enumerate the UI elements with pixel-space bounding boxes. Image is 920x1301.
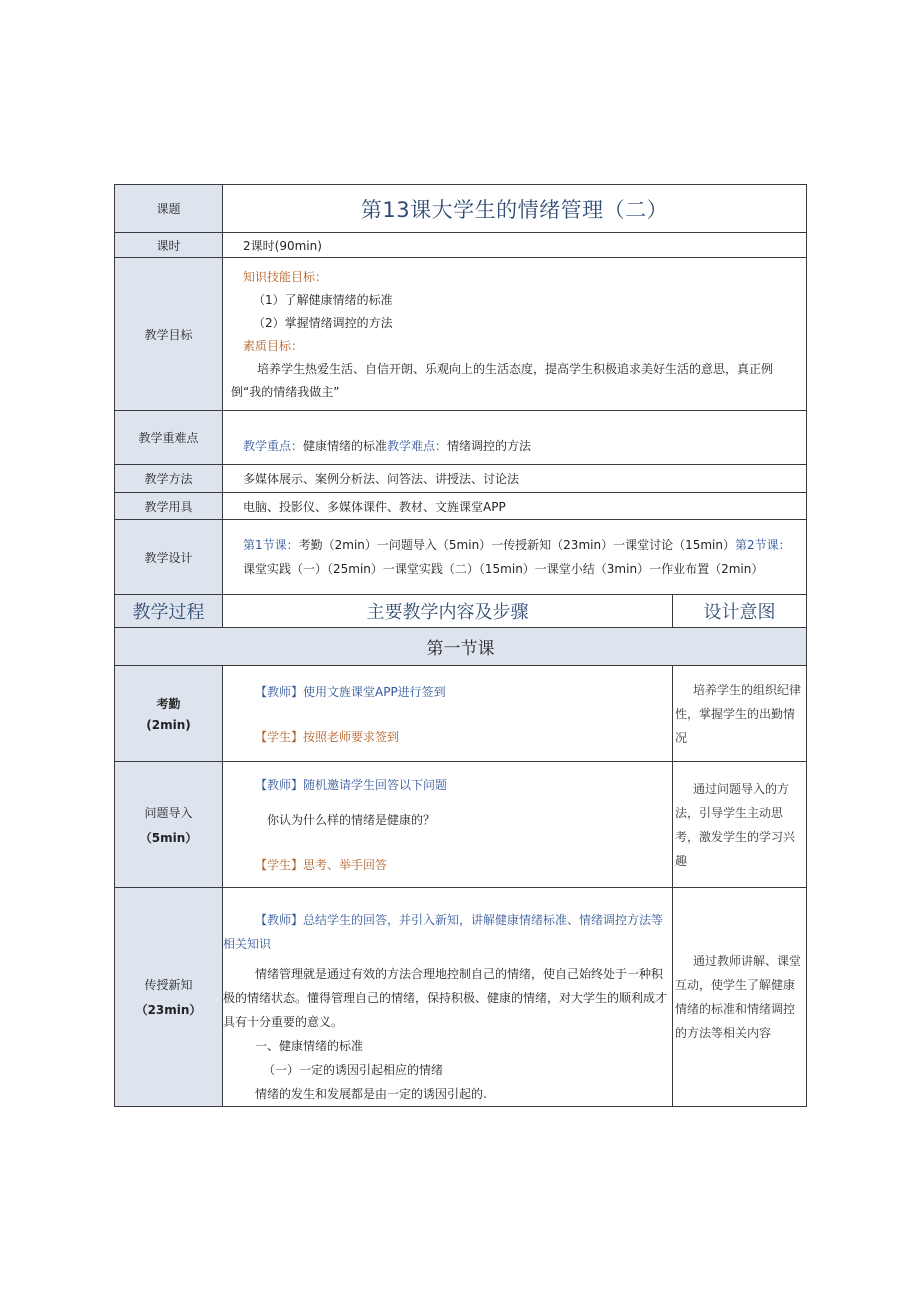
quality-heading: 素质目标： <box>243 339 304 353</box>
step-intent-teaching: 通过教师讲解、课堂互动，使学生了解健康情绪的标准和情绪调控的方法等相关内容 <box>673 888 807 1107</box>
focus-label: 教学重点： <box>243 439 304 453</box>
content-heading: 一、健康情绪的标准 <box>255 1039 364 1053</box>
methods-value: 多媒体展示、案例分析法、问答法、讲授法、讨论法 <box>223 465 807 493</box>
keypoints-row <box>115 411 807 465</box>
design-content <box>223 520 807 595</box>
process-header-row <box>115 595 807 628</box>
goals-label: 教学目标 <box>115 258 223 411</box>
keypoints-content <box>223 411 807 465</box>
lesson-plan-sheet <box>114 184 806 1107</box>
content-last-line: 情绪的发生和发展都是由一定的诱因引起的. <box>255 1087 487 1101</box>
step-name: 传授新知 <box>144 978 193 992</box>
knowledge-item-2: （2）掌握情绪调控的方法 <box>253 316 393 330</box>
lesson2-text: 课堂实践（一）（25min）一课堂实践（二）（15min）一课堂小结（3min）一作业布置（2min） <box>243 562 764 576</box>
knowledge-heading: 知识技能目标： <box>243 270 328 284</box>
student-action: 【学生】思考、举手回答 <box>255 858 388 872</box>
step-content-teaching <box>223 888 673 1107</box>
step-name: 考勤 <box>156 697 181 711</box>
focus-text: 健康情绪的标准 <box>303 439 388 453</box>
goals-content <box>223 258 807 411</box>
section-title: 第一节课 <box>115 628 807 666</box>
methods-label: 教学方法 <box>115 465 223 493</box>
design-label: 教学设计 <box>115 520 223 595</box>
difficulty-text: 情绪调控的方法 <box>447 439 532 453</box>
hours-row <box>115 233 807 258</box>
step-label-attendance <box>115 666 223 762</box>
lesson-plan-table <box>114 184 807 1107</box>
step-time: （23min） <box>135 1003 202 1017</box>
hours-label: 课时 <box>115 233 223 258</box>
subject-label: 课题 <box>115 185 223 233</box>
knowledge-item-1: （1）了解健康情绪的标准 <box>253 293 393 307</box>
step-label-teaching <box>115 888 223 1107</box>
intent-col-header: 设计意图 <box>673 595 807 628</box>
section-row <box>115 628 807 666</box>
step-row-intro <box>115 762 807 888</box>
goals-row <box>115 258 807 411</box>
subject-title: 第13课大学生的情绪管理（二） <box>223 185 807 233</box>
tools-value: 电脑、投影仪、多媒体课件、教材、文旌课堂APP <box>223 493 807 520</box>
teacher-action: 【教师】使用文旌课堂APP进行签到 <box>255 684 446 699</box>
step-time: (2min) <box>146 718 191 732</box>
tools-label: 教学用具 <box>115 493 223 520</box>
lesson2-label: 第2节课： <box>734 538 791 552</box>
methods-row <box>115 465 807 493</box>
step-name: 问题导入 <box>144 805 193 820</box>
teacher-action: 【教师】总结学生的回答，并引入新知，讲解健康情绪标准、情绪调控方法等相关知识 <box>223 913 664 951</box>
subject-row <box>115 185 807 233</box>
lesson1-label: 第1节课： <box>243 538 299 552</box>
hours-value: 2课时(90min) <box>223 233 807 258</box>
step-time: （5min） <box>139 830 198 845</box>
difficulty-label: 教学难点： <box>387 439 448 453</box>
design-row <box>115 520 807 595</box>
step-intent-attendance: 培养学生的组织纪律性，掌握学生的出勤情况 <box>673 666 807 762</box>
step-row-attendance <box>115 666 807 762</box>
step-intent-intro: 通过问题导入的方法，引导学生主动思考，激发学生的学习兴趣 <box>673 762 807 888</box>
student-action: 【学生】按照老师要求签到 <box>255 729 400 744</box>
process-col-header: 教学过程 <box>115 595 223 628</box>
step-content-attendance <box>223 666 673 762</box>
question-text: 你认为什么样的情绪是健康的？ <box>267 813 436 827</box>
lesson1-text: 考勤（2min）一问题导入（5min）一传授新知（23min）一课堂讨论（15min） <box>298 538 735 552</box>
step-row-teaching <box>115 888 807 1107</box>
step-label-intro <box>115 762 223 888</box>
content-col-header: 主要教学内容及步骤 <box>223 595 673 628</box>
keypoints-label: 教学重难点 <box>115 411 223 465</box>
tools-row <box>115 493 807 520</box>
content-paragraph: 情绪管理就是通过有效的方法合理地控制自己的情绪，使自己始终处于一种积极的情绪状态。懂得管理自己的情绪，保持积极、健康的情绪，对大学生的顺利成才具有十分重要的意义。 <box>223 967 668 1029</box>
quality-text: 培养学生热爱生活、自信开朗、乐观向上的生活态度，提高学生积极追求美好生活的意思，真正例倒“我的情绪我做主” <box>231 362 774 399</box>
teacher-action: 【教师】随机邀请学生回答以下问题 <box>255 778 448 792</box>
content-subheading: （一）一定的诱因引起相应的情绪 <box>263 1063 444 1077</box>
step-content-intro <box>223 762 673 888</box>
